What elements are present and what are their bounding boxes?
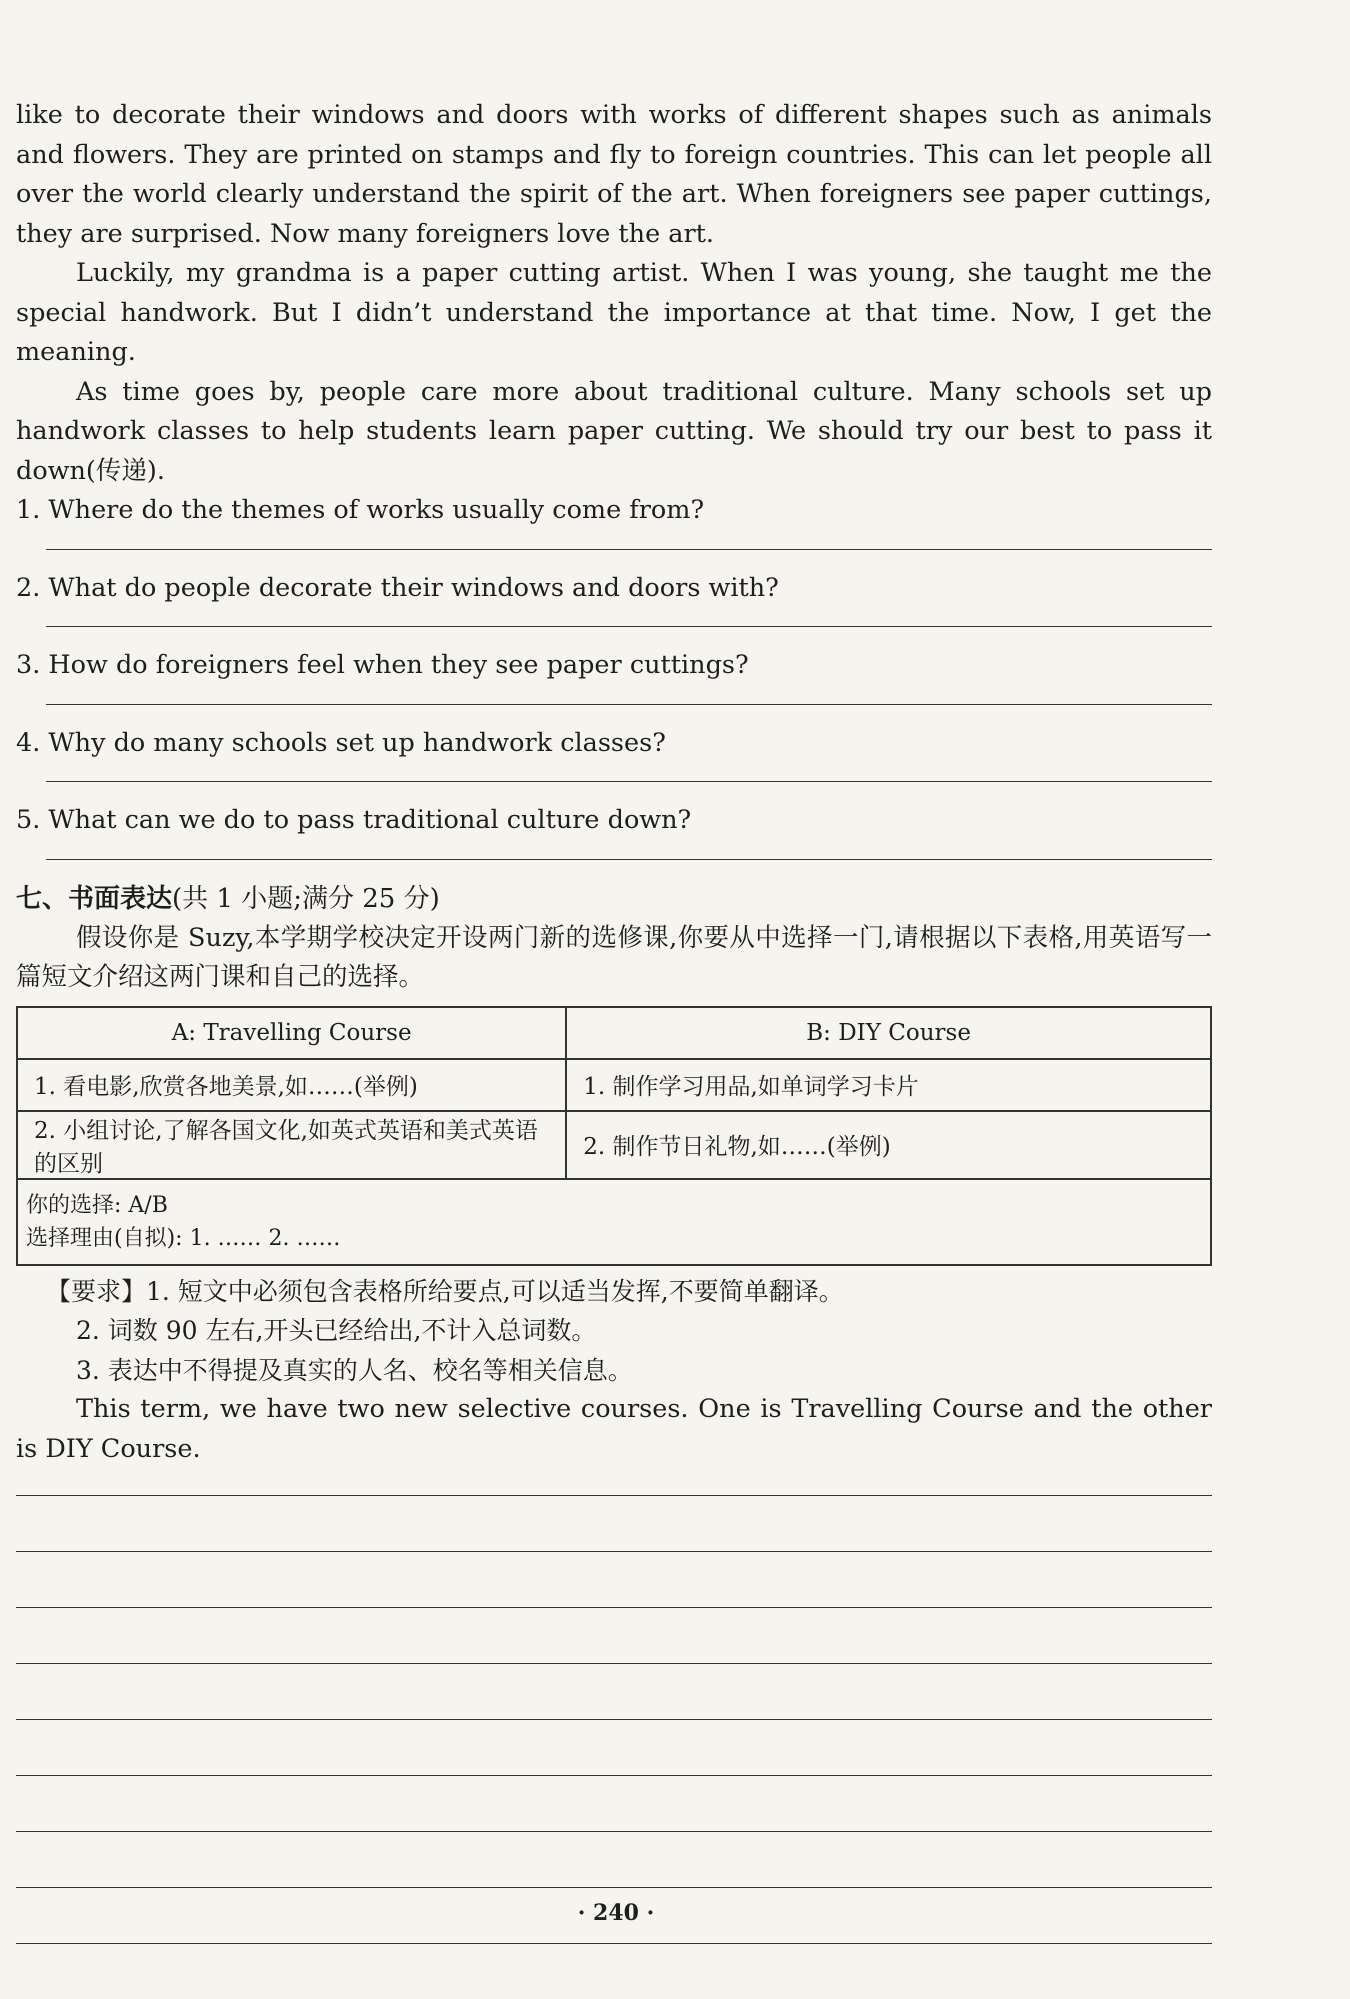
answer-line-4[interactable]: [46, 781, 1212, 782]
writing-line[interactable]: [16, 1607, 1212, 1608]
course-a-point-2: 2. 小组讨论,了解各国文化,如英式英语和美式英语的区别: [17, 1111, 566, 1179]
answer-line-5[interactable]: [46, 859, 1212, 860]
writing-line[interactable]: [16, 1775, 1212, 1776]
requirement-2: 2. 词数 90 左右,开头已经给出,不计入总词数。: [76, 1316, 597, 1345]
reading-paragraph-3: As time goes by, people care more about traditional culture. Many schools set up handwork classes to help students learn paper cutting. We should try our best to pass it down(传递).: [16, 376, 1212, 486]
question-1: 1. Where do the themes of works usually come from?: [16, 495, 705, 525]
course-b-point-1: 1. 制作学习用品,如单词学习卡片: [566, 1059, 1211, 1111]
question-3: 3. How do foreigners feel when they see paper cuttings?: [16, 650, 749, 680]
writing-prompt: 假设你是 Suzy,本学期学校决定开设两门新的选修课,你要从中选择一门,请根据以下表格,用英语写一篇短文介绍这两门课和自己的选择。: [16, 922, 1212, 992]
question-2: 2. What do people decorate their windows and doors with?: [16, 572, 779, 603]
course-table: [16, 1006, 1212, 1266]
writing-line[interactable]: [16, 1663, 1212, 1664]
writing-line[interactable]: [16, 1943, 1212, 1944]
requirement-3: 3. 表达中不得提及真实的人名、校名等相关信息。: [76, 1355, 633, 1385]
course-a-header: A: Travelling Course: [17, 1007, 566, 1059]
writing-heading-note: (共 1 小题;满分 25 分): [172, 883, 440, 914]
writing-area[interactable]: [16, 1495, 1212, 1944]
writing-line[interactable]: [16, 1551, 1212, 1552]
course-a-point-1: 1. 看电影,欣赏各地美景,如……(举例): [17, 1059, 566, 1111]
reason-line: 选择理由(自拟): 1. …… 2. ……: [26, 1225, 341, 1251]
question-5: 5. What can we do to pass traditional culture down?: [16, 805, 692, 835]
writing-line[interactable]: [16, 1831, 1212, 1832]
writing-section-heading: [16, 879, 1212, 919]
choice-cell: [17, 1179, 1211, 1265]
question-4: 4. Why do many schools set up handwork classes?: [16, 727, 666, 758]
course-b-point-2: 2. 制作节日礼物,如……(举例): [566, 1111, 1211, 1179]
page-number: · 240 ·: [577, 1900, 655, 1926]
worksheet-page: [16, 96, 1212, 1999]
requirement-1: 【要求】1. 短文中必须包含表格所给要点,可以适当发挥,不要简单翻译。: [46, 1276, 844, 1306]
writing-line[interactable]: [16, 1495, 1212, 1496]
answer-line-1[interactable]: [46, 549, 1212, 550]
reading-paragraph-1: like to decorate their windows and doors with works of different shapes such as animals and flowers. They are printed on stamps and fly to foreign countries. This can let people all over the world clearly understand the spirit of the art. When foreigners see paper cuttings, they are surprised. Now many foreigners love the art.: [16, 100, 1212, 249]
choice-line: 你的选择: A/B: [26, 1192, 168, 1218]
writing-heading-title: 七、书面表达: [16, 883, 173, 914]
course-b-header: B: DIY Course: [566, 1007, 1211, 1059]
reading-paragraph-2: Luckily, my grandma is a paper cutting artist. When I was young, she taught me the special handwork. But I didn’t understand the importance at that time. Now, I get the meaning.: [16, 258, 1212, 367]
answer-line-2[interactable]: [46, 626, 1212, 627]
writing-opening: This term, we have two new selective courses. One is Travelling Course and the other is DIY Course.: [16, 1394, 1212, 1464]
answer-line-3[interactable]: [46, 704, 1212, 705]
writing-line[interactable]: [16, 1887, 1212, 1888]
writing-line[interactable]: [16, 1719, 1212, 1720]
